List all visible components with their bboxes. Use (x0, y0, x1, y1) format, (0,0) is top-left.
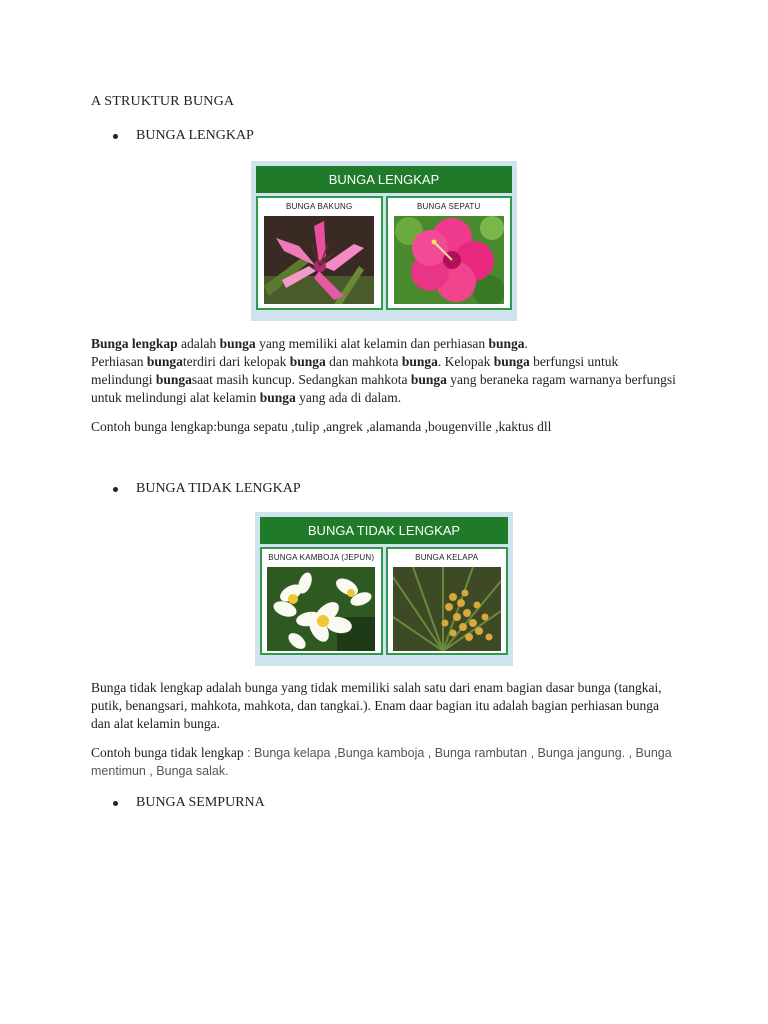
paragraph-bunga-tidak-lengkap: Bunga tidak lengkap adalah bunga yang tidak memiliki salah satu dari enam bagian dasar bunga (tangkai, putik, benangsari, mahkota, mahkota, dan tangkai.). Enam daar bagian itu adalah bagian perhiasan bunga dan alat kelamin bunga. (91, 680, 662, 731)
figure-bunga-lengkap (251, 161, 517, 321)
text-span: dan mahkota (325, 354, 402, 369)
panel-label: BUNGA KAMBOJA (JEPUN) (268, 553, 375, 562)
bold-term: bunga (488, 336, 525, 351)
figure-bunga-tidak-lengkap (255, 512, 513, 666)
text-span: . Kelopak (437, 354, 494, 369)
bullet-bunga-sempurna (113, 795, 265, 811)
bold-term: bunga (410, 372, 447, 387)
bullet-dot-icon (113, 134, 118, 139)
text-span: yang memiliki alat kelamin dan perhiasan (255, 336, 489, 351)
bullet-dot-icon (113, 487, 118, 492)
text-span: Perhiasan (91, 354, 147, 369)
text-span: adalah (177, 336, 220, 351)
frangipani-flower-image (267, 567, 375, 651)
panel-label: BUNGA KELAPA (415, 553, 479, 562)
contoh-list: : Bunga kelapa ,Bunga kamboja , Bunga rambutan , Bunga jangung. , Bunga mentimun , Bunga salak. (91, 746, 672, 778)
lily-flower-image (264, 216, 374, 304)
bold-term: Bunga lengkap (91, 336, 178, 351)
panel-bunga-sepatu (386, 196, 513, 310)
bold-term: bunga (146, 354, 183, 369)
text-span: yang ada di dalam. (295, 390, 402, 405)
hibiscus-flower-image (394, 216, 504, 304)
text-span: saat masih kuncup. Sedangkan mahkota (191, 372, 411, 387)
bullet-dot-icon (113, 801, 118, 806)
bullet-label: BUNGA SEMPURNA (136, 795, 265, 810)
bold-term: bunga (259, 390, 296, 405)
contoh-bunga-lengkap: Contoh bunga lengkap:bunga sepatu ,tulip ,angrek ,alamanda ,bougenville ,kaktus dll (91, 419, 552, 434)
bold-term: bunga (401, 354, 438, 369)
contoh-bunga-tidak-lengkap (91, 744, 681, 780)
text-span: yang beraneka ragam warnanya berfungsi untuk melindungi alat kelamin (91, 372, 676, 405)
panel-bunga-bakung (256, 196, 383, 310)
text-span: . (524, 336, 528, 351)
figure-title: BUNGA TIDAK LENGKAP (260, 517, 508, 544)
bold-term: bunga (219, 336, 256, 351)
bold-term: bunga (155, 372, 192, 387)
bold-term: bunga (289, 354, 326, 369)
paragraph-bunga-lengkap (91, 335, 681, 407)
bullet-label: BUNGA TIDAK LENGKAP (136, 481, 301, 496)
panel-label: BUNGA BAKUNG (286, 202, 353, 211)
bullet-bunga-tidak-lengkap (113, 481, 301, 497)
bullet-bunga-lengkap (113, 128, 254, 144)
figure-title: BUNGA LENGKAP (256, 166, 512, 193)
section-title: A STRUKTUR BUNGA (91, 94, 235, 109)
bold-term: bunga (493, 354, 530, 369)
panel-bunga-kamboja (260, 547, 383, 655)
coconut-flower-image (393, 567, 501, 651)
text-span: terdiri dari kelopak (182, 354, 290, 369)
panel-bunga-kelapa (386, 547, 509, 655)
text-span: berfungsi untuk melindungi (91, 354, 619, 387)
contoh-prefix: Contoh bunga tidak lengkap (91, 745, 244, 760)
bullet-label: BUNGA LENGKAP (136, 128, 254, 143)
panel-label: BUNGA SEPATU (417, 202, 481, 211)
